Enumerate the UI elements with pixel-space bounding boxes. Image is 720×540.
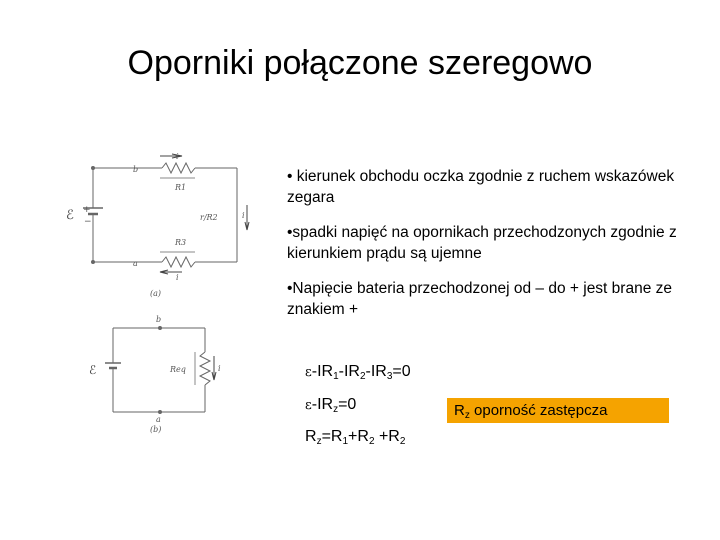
equivalent-resistance-callout: $R_z$ oporność zastępcza	[447, 398, 669, 423]
circuit-a-node-a: a	[133, 259, 138, 268]
bullet-1: • kierunek obchodu oczka zgodnie z ruchem wskazówek zegara	[287, 168, 675, 206]
circuit-b-emf-label: ℰ	[89, 363, 97, 377]
circuit-b-node-b: b	[156, 315, 162, 324]
circuit-a	[83, 154, 249, 274]
equation-2: $\varepsilon-IR_z=0$	[305, 396, 357, 415]
circuit-b	[105, 327, 216, 414]
circuit-a-current-bottom: i	[176, 273, 179, 282]
circuit-a-vr2-label: r/R2	[200, 213, 218, 222]
epsilon-symbol: ε	[305, 365, 312, 380]
equation-1: $\varepsilon-IR_1-IR_2-IR_3=0$	[305, 363, 411, 382]
circuit-a-caption: (a)	[150, 289, 162, 298]
circuit-b-node-a: a	[156, 415, 161, 424]
circuit-b-labels	[89, 315, 221, 434]
bullet-3: •Napięcie bateria przechodzonej od – do + jest brane ze znakiem +	[287, 280, 672, 318]
circuit-a-emf-label: ℰ	[66, 208, 74, 223]
epsilon-symbol: ε	[305, 398, 312, 413]
circuit-a-current-top: i	[176, 152, 179, 161]
circuit-b-caption: (b)	[150, 425, 162, 434]
circuit-a-r1-label: R1	[175, 183, 187, 192]
slide-title: Oporniki połączone szeregowo	[127, 44, 593, 82]
circuit-a-minus: −	[84, 217, 92, 227]
circuit-b-req-label: Req	[170, 365, 186, 374]
equation-3: $R_z=R_1+R_2 +R_2$	[305, 428, 406, 447]
circuit-b-current: i	[218, 364, 221, 373]
bullet-2: •spadki napięć na opornikach przechodzonych zgodnie z kierunkiem prądu są ujemne	[287, 224, 677, 262]
circuit-a-plus: +	[83, 205, 91, 215]
circuit-a-node-b: b	[133, 165, 139, 174]
circuit-a-current-right: i	[242, 211, 245, 220]
circuit-a-r3-label: R3	[175, 238, 187, 247]
